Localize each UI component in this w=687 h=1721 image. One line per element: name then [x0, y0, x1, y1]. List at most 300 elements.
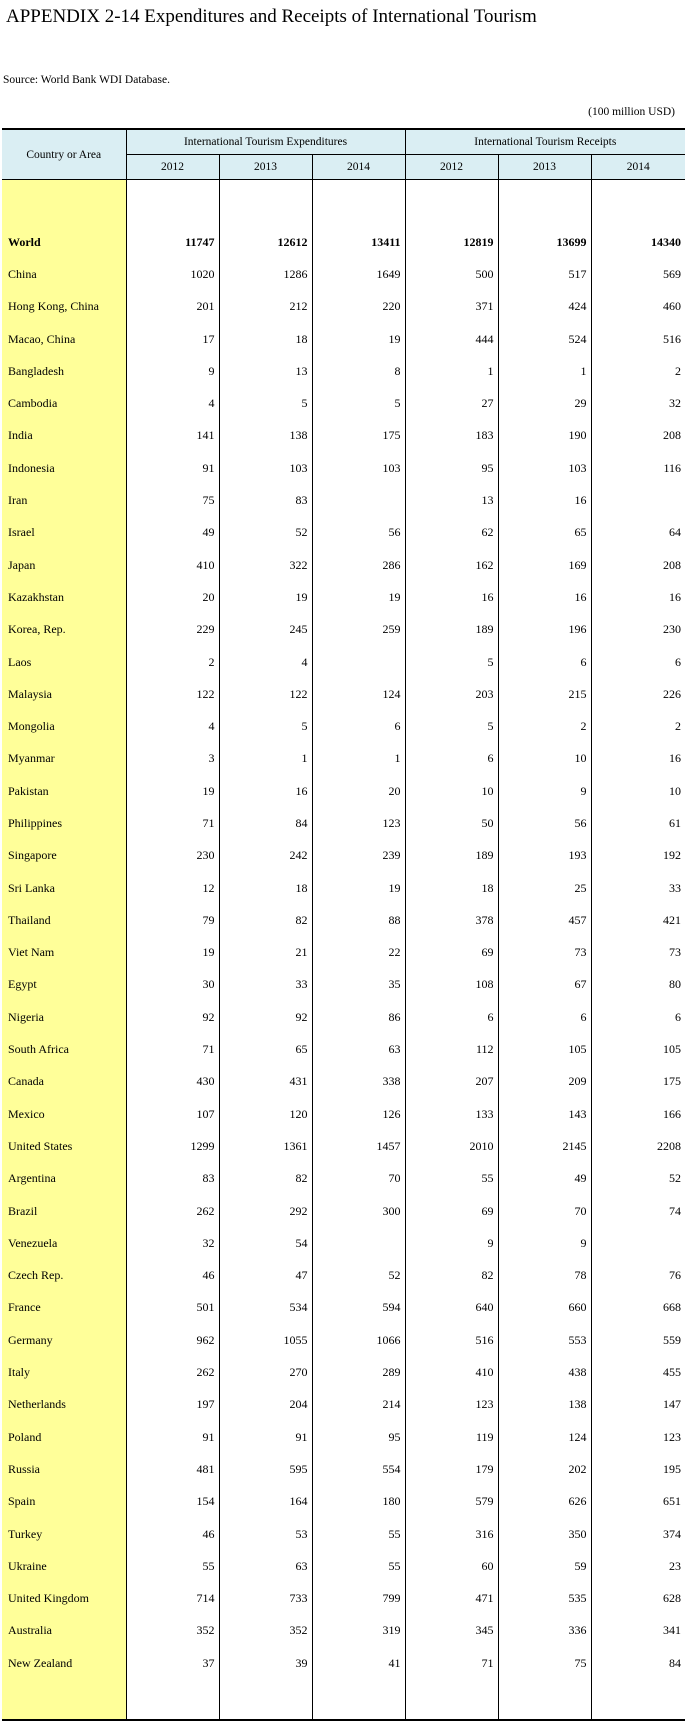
expenditure-value: 554	[312, 1453, 405, 1485]
expenditure-value: 47	[219, 1260, 312, 1292]
expenditure-value: 71	[126, 1033, 219, 1065]
expenditure-value: 164	[219, 1486, 312, 1518]
country-name: Spain	[2, 1486, 126, 1518]
country-name: Cambodia	[2, 387, 126, 419]
expenditure-value: 352	[219, 1615, 312, 1647]
receipt-value: 124	[498, 1421, 591, 1453]
receipt-value: 33	[591, 872, 685, 904]
receipt-value: 61	[591, 807, 685, 839]
expenditure-value: 270	[219, 1356, 312, 1388]
exp-year-header: 2014	[312, 155, 405, 180]
tourism-table	[2, 128, 685, 1721]
expenditure-value: 33	[219, 969, 312, 1001]
expenditure-value: 19	[312, 872, 405, 904]
country-header: Country or Area	[2, 129, 126, 180]
expenditure-value: 39	[219, 1647, 312, 1679]
country-name: United Kingdom	[2, 1582, 126, 1614]
expenditure-value: 91	[126, 1421, 219, 1453]
table-row	[2, 872, 685, 904]
expenditure-value: 714	[126, 1582, 219, 1614]
receipt-value: 25	[498, 872, 591, 904]
table-row	[2, 743, 685, 775]
receipt-value: 123	[591, 1421, 685, 1453]
receipt-value: 196	[498, 614, 591, 646]
receipt-value: 16	[405, 581, 498, 613]
expenditure-value: 84	[219, 807, 312, 839]
expenditure-value: 5	[219, 710, 312, 742]
receipt-value: 16	[498, 581, 591, 613]
expenditure-value: 88	[312, 904, 405, 936]
expenditure-value: 1457	[312, 1130, 405, 1162]
expenditure-value: 22	[312, 937, 405, 969]
expenditure-value: 122	[219, 678, 312, 710]
country-name: Thailand	[2, 904, 126, 936]
receipt-value: 70	[498, 1195, 591, 1227]
expenditure-value: 20	[312, 775, 405, 807]
receipt-value: 32	[591, 387, 685, 419]
receipts-header: International Tourism Receipts	[405, 129, 685, 155]
expenditure-value: 1299	[126, 1130, 219, 1162]
expenditure-value: 300	[312, 1195, 405, 1227]
country-name: Iran	[2, 484, 126, 516]
country-name: Netherlands	[2, 1389, 126, 1421]
table-row	[2, 387, 685, 419]
receipt-value: 6	[498, 1001, 591, 1033]
country-name: France	[2, 1292, 126, 1324]
receipt-value: 143	[498, 1098, 591, 1130]
country-name: Japan	[2, 549, 126, 581]
country-name: Egypt	[2, 969, 126, 1001]
receipt-value: 628	[591, 1582, 685, 1614]
receipt-value: 123	[405, 1389, 498, 1421]
table-row	[2, 1615, 685, 1647]
table-row	[2, 323, 685, 355]
table-row	[2, 969, 685, 1001]
exp-year-header: 2013	[219, 155, 312, 180]
receipt-value: 73	[498, 937, 591, 969]
table-row	[2, 1647, 685, 1679]
expenditure-value: 107	[126, 1098, 219, 1130]
receipt-value: 62	[405, 517, 498, 549]
receipt-value: 195	[591, 1453, 685, 1485]
expenditure-value: 19	[219, 581, 312, 613]
receipt-value: 2010	[405, 1130, 498, 1162]
table-row	[2, 1389, 685, 1421]
expenditure-value: 122	[126, 678, 219, 710]
receipt-value: 103	[498, 452, 591, 484]
receipt-value: 579	[405, 1486, 498, 1518]
country-name: Laos	[2, 646, 126, 678]
country-name: India	[2, 420, 126, 452]
table-row	[2, 1518, 685, 1550]
receipt-value: 193	[498, 840, 591, 872]
receipt-value: 226	[591, 678, 685, 710]
expenditure-value: 53	[219, 1518, 312, 1550]
receipt-value: 119	[405, 1421, 498, 1453]
expenditure-value: 534	[219, 1292, 312, 1324]
country-name: Israel	[2, 517, 126, 549]
country-name: Singapore	[2, 840, 126, 872]
receipt-value: 67	[498, 969, 591, 1001]
country-name: Argentina	[2, 1163, 126, 1195]
table-row	[2, 1356, 685, 1388]
receipt-value: 13699	[498, 226, 591, 258]
expenditure-value: 262	[126, 1195, 219, 1227]
table-row	[2, 1195, 685, 1227]
country-name: Sri Lanka	[2, 872, 126, 904]
rec-year-header: 2013	[498, 155, 591, 180]
expenditure-value: 322	[219, 549, 312, 581]
expenditure-value: 4	[126, 710, 219, 742]
expenditure-value: 239	[312, 840, 405, 872]
receipt-value: 374	[591, 1518, 685, 1550]
country-name: Viet Nam	[2, 937, 126, 969]
expenditure-value: 83	[126, 1163, 219, 1195]
table-row	[2, 710, 685, 742]
expenditure-value: 197	[126, 1389, 219, 1421]
expenditure-value: 63	[312, 1033, 405, 1065]
expenditure-value: 41	[312, 1647, 405, 1679]
expenditure-value: 103	[219, 452, 312, 484]
table-row	[2, 614, 685, 646]
expenditure-value: 21	[219, 937, 312, 969]
expenditure-value: 35	[312, 969, 405, 1001]
expenditure-value: 56	[312, 517, 405, 549]
receipt-value: 209	[498, 1066, 591, 1098]
table-row	[2, 1098, 685, 1130]
expenditure-value: 595	[219, 1453, 312, 1485]
receipt-value: 18	[405, 872, 498, 904]
receipt-value: 203	[405, 678, 498, 710]
table-row	[2, 1227, 685, 1259]
expenditure-value: 18	[219, 323, 312, 355]
expenditure-value: 2	[126, 646, 219, 678]
receipt-value: 183	[405, 420, 498, 452]
receipt-value: 350	[498, 1518, 591, 1550]
receipt-value: 524	[498, 323, 591, 355]
table-row	[2, 1421, 685, 1453]
table-body	[2, 180, 685, 1721]
table-row	[2, 1066, 685, 1098]
expenditure-value: 83	[219, 484, 312, 516]
expenditure-value: 319	[312, 1615, 405, 1647]
table-row	[2, 678, 685, 710]
expenditure-value: 12612	[219, 226, 312, 258]
receipt-value: 6	[591, 646, 685, 678]
expenditure-value: 82	[219, 1163, 312, 1195]
receipt-value: 208	[591, 549, 685, 581]
receipt-value	[591, 484, 685, 516]
receipt-value: 192	[591, 840, 685, 872]
receipt-value: 59	[498, 1550, 591, 1582]
receipt-value: 56	[498, 807, 591, 839]
receipt-value: 2	[591, 710, 685, 742]
expenditure-value: 70	[312, 1163, 405, 1195]
expenditure-value: 123	[312, 807, 405, 839]
receipt-value: 410	[405, 1356, 498, 1388]
table-row	[2, 581, 685, 613]
expenditure-value: 65	[219, 1033, 312, 1065]
table-row	[2, 1163, 685, 1195]
receipt-value: 14340	[591, 226, 685, 258]
expenditure-value: 55	[312, 1550, 405, 1582]
receipt-value: 147	[591, 1389, 685, 1421]
country-name: World	[2, 226, 126, 258]
table-row	[2, 549, 685, 581]
receipt-value: 345	[405, 1615, 498, 1647]
receipt-value: 60	[405, 1550, 498, 1582]
country-name: Hong Kong, China	[2, 291, 126, 323]
receipt-value: 10	[591, 775, 685, 807]
table-row	[2, 1486, 685, 1518]
receipt-value: 2	[498, 710, 591, 742]
receipt-value	[591, 1227, 685, 1259]
receipt-value: 95	[405, 452, 498, 484]
table-row	[2, 937, 685, 969]
receipt-value: 55	[405, 1163, 498, 1195]
spacer-row	[2, 1679, 685, 1720]
receipt-value: 535	[498, 1582, 591, 1614]
expenditure-value: 229	[126, 614, 219, 646]
expenditure-value: 54	[219, 1227, 312, 1259]
table-row	[2, 420, 685, 452]
expenditure-value: 103	[312, 452, 405, 484]
table-row	[2, 355, 685, 387]
receipt-value: 80	[591, 969, 685, 1001]
expenditure-value: 12	[126, 872, 219, 904]
table-row	[2, 226, 685, 258]
expenditure-value	[312, 484, 405, 516]
receipt-value: 444	[405, 323, 498, 355]
expenditure-value: 180	[312, 1486, 405, 1518]
receipt-value: 6	[498, 646, 591, 678]
expenditure-value: 71	[126, 807, 219, 839]
expenditure-value: 141	[126, 420, 219, 452]
expenditure-value: 292	[219, 1195, 312, 1227]
expenditure-value: 52	[219, 517, 312, 549]
expenditure-value: 1066	[312, 1324, 405, 1356]
receipt-value: 208	[591, 420, 685, 452]
expenditure-value: 201	[126, 291, 219, 323]
expenditure-value: 13411	[312, 226, 405, 258]
country-name: Germany	[2, 1324, 126, 1356]
receipt-value: 660	[498, 1292, 591, 1324]
country-name: Philippines	[2, 807, 126, 839]
expenditure-value: 220	[312, 291, 405, 323]
receipt-value: 500	[405, 258, 498, 290]
country-name: Turkey	[2, 1518, 126, 1550]
expenditure-value: 5	[219, 387, 312, 419]
expenditure-value: 501	[126, 1292, 219, 1324]
country-name: Australia	[2, 1615, 126, 1647]
expenditure-value: 1055	[219, 1324, 312, 1356]
expenditure-value: 91	[219, 1421, 312, 1453]
expenditure-value: 1286	[219, 258, 312, 290]
receipt-value: 189	[405, 614, 498, 646]
rec-year-header: 2014	[591, 155, 685, 180]
expenditure-value: 1	[312, 743, 405, 775]
expenditure-value: 82	[219, 904, 312, 936]
country-name: Mexico	[2, 1098, 126, 1130]
expenditure-value: 1649	[312, 258, 405, 290]
table-row	[2, 1550, 685, 1582]
country-name: Korea, Rep.	[2, 614, 126, 646]
receipt-value: 2	[591, 355, 685, 387]
expenditure-value: 13	[219, 355, 312, 387]
rec-year-header: 2012	[405, 155, 498, 180]
expenditure-value: 154	[126, 1486, 219, 1518]
expenditure-value: 30	[126, 969, 219, 1001]
receipt-value: 336	[498, 1615, 591, 1647]
country-name: Brazil	[2, 1195, 126, 1227]
receipt-value: 1	[498, 355, 591, 387]
expenditure-value: 4	[126, 387, 219, 419]
table-row	[2, 1324, 685, 1356]
receipt-value: 52	[591, 1163, 685, 1195]
receipt-value: 230	[591, 614, 685, 646]
expenditure-value: 242	[219, 840, 312, 872]
exp-year-header: 2012	[126, 155, 219, 180]
country-name: New Zealand	[2, 1647, 126, 1679]
expenditure-value: 32	[126, 1227, 219, 1259]
receipt-value: 651	[591, 1486, 685, 1518]
receipt-value: 189	[405, 840, 498, 872]
expenditure-value: 4	[219, 646, 312, 678]
country-name: Venezuela	[2, 1227, 126, 1259]
receipt-value: 76	[591, 1260, 685, 1292]
table-row	[2, 904, 685, 936]
receipt-value: 10	[498, 743, 591, 775]
receipt-value: 5	[405, 710, 498, 742]
expenditure-value: 17	[126, 323, 219, 355]
expenditure-value: 19	[312, 581, 405, 613]
receipt-value: 207	[405, 1066, 498, 1098]
receipt-value: 460	[591, 291, 685, 323]
receipt-value: 75	[498, 1647, 591, 1679]
receipt-value: 6	[405, 1001, 498, 1033]
receipt-value: 316	[405, 1518, 498, 1550]
receipt-value: 6	[405, 743, 498, 775]
expenditure-value: 481	[126, 1453, 219, 1485]
receipt-value: 553	[498, 1324, 591, 1356]
receipt-value: 6	[591, 1001, 685, 1033]
expenditures-header: International Tourism Expenditures	[126, 129, 405, 155]
expenditure-value: 733	[219, 1582, 312, 1614]
country-name: Indonesia	[2, 452, 126, 484]
receipt-value: 12819	[405, 226, 498, 258]
country-name: Italy	[2, 1356, 126, 1388]
expenditure-value: 19	[312, 323, 405, 355]
country-name: Malaysia	[2, 678, 126, 710]
spacer-row	[2, 180, 685, 227]
receipt-value: 74	[591, 1195, 685, 1227]
country-name: China	[2, 258, 126, 290]
table-row	[2, 1453, 685, 1485]
expenditure-value: 9	[126, 355, 219, 387]
receipt-value: 457	[498, 904, 591, 936]
receipt-value: 202	[498, 1453, 591, 1485]
table-row	[2, 484, 685, 516]
receipt-value: 215	[498, 678, 591, 710]
receipt-value: 517	[498, 258, 591, 290]
country-name: Poland	[2, 1421, 126, 1453]
receipt-value: 5	[405, 646, 498, 678]
expenditure-value: 1361	[219, 1130, 312, 1162]
receipt-value: 10	[405, 775, 498, 807]
country-name: Nigeria	[2, 1001, 126, 1033]
receipt-value: 105	[591, 1033, 685, 1065]
receipt-value: 73	[591, 937, 685, 969]
expenditure-value: 962	[126, 1324, 219, 1356]
country-name: Ukraine	[2, 1550, 126, 1582]
expenditure-value: 126	[312, 1098, 405, 1130]
expenditure-value: 55	[312, 1518, 405, 1550]
receipt-value: 378	[405, 904, 498, 936]
table-row	[2, 1033, 685, 1065]
expenditure-value: 799	[312, 1582, 405, 1614]
country-name: Russia	[2, 1453, 126, 1485]
expenditure-value: 52	[312, 1260, 405, 1292]
expenditure-value: 8	[312, 355, 405, 387]
expenditure-value: 18	[219, 872, 312, 904]
receipt-value: 9	[498, 1227, 591, 1259]
receipt-value: 626	[498, 1486, 591, 1518]
table-row	[2, 1260, 685, 1292]
receipt-value: 16	[591, 581, 685, 613]
expenditure-value: 262	[126, 1356, 219, 1388]
table-row	[2, 452, 685, 484]
expenditure-value	[312, 646, 405, 678]
receipt-value: 516	[405, 1324, 498, 1356]
receipt-value: 569	[591, 258, 685, 290]
expenditure-value: 230	[126, 840, 219, 872]
expenditure-value: 91	[126, 452, 219, 484]
receipt-value: 69	[405, 1195, 498, 1227]
expenditure-value: 286	[312, 549, 405, 581]
expenditure-value: 92	[219, 1001, 312, 1033]
receipt-value: 78	[498, 1260, 591, 1292]
expenditure-value: 431	[219, 1066, 312, 1098]
expenditure-value: 55	[126, 1550, 219, 1582]
receipt-value: 27	[405, 387, 498, 419]
expenditure-value: 5	[312, 387, 405, 419]
receipt-value: 29	[498, 387, 591, 419]
expenditure-value: 430	[126, 1066, 219, 1098]
unit-note: (100 million USD)	[588, 106, 675, 118]
receipt-value: 1	[405, 355, 498, 387]
country-name: Canada	[2, 1066, 126, 1098]
receipt-value: 133	[405, 1098, 498, 1130]
receipt-value: 23	[591, 1550, 685, 1582]
expenditure-value: 20	[126, 581, 219, 613]
expenditure-value: 49	[126, 517, 219, 549]
expenditure-value: 19	[126, 775, 219, 807]
receipt-value: 175	[591, 1066, 685, 1098]
expenditure-value: 1020	[126, 258, 219, 290]
receipt-value: 559	[591, 1324, 685, 1356]
expenditure-value: 410	[126, 549, 219, 581]
receipt-value: 668	[591, 1292, 685, 1324]
expenditure-value: 259	[312, 614, 405, 646]
receipt-value: 138	[498, 1389, 591, 1421]
country-name: Pakistan	[2, 775, 126, 807]
country-name: Kazakhstan	[2, 581, 126, 613]
expenditure-value: 92	[126, 1001, 219, 1033]
table-row	[2, 646, 685, 678]
receipt-value: 190	[498, 420, 591, 452]
expenditure-value: 124	[312, 678, 405, 710]
receipt-value: 65	[498, 517, 591, 549]
